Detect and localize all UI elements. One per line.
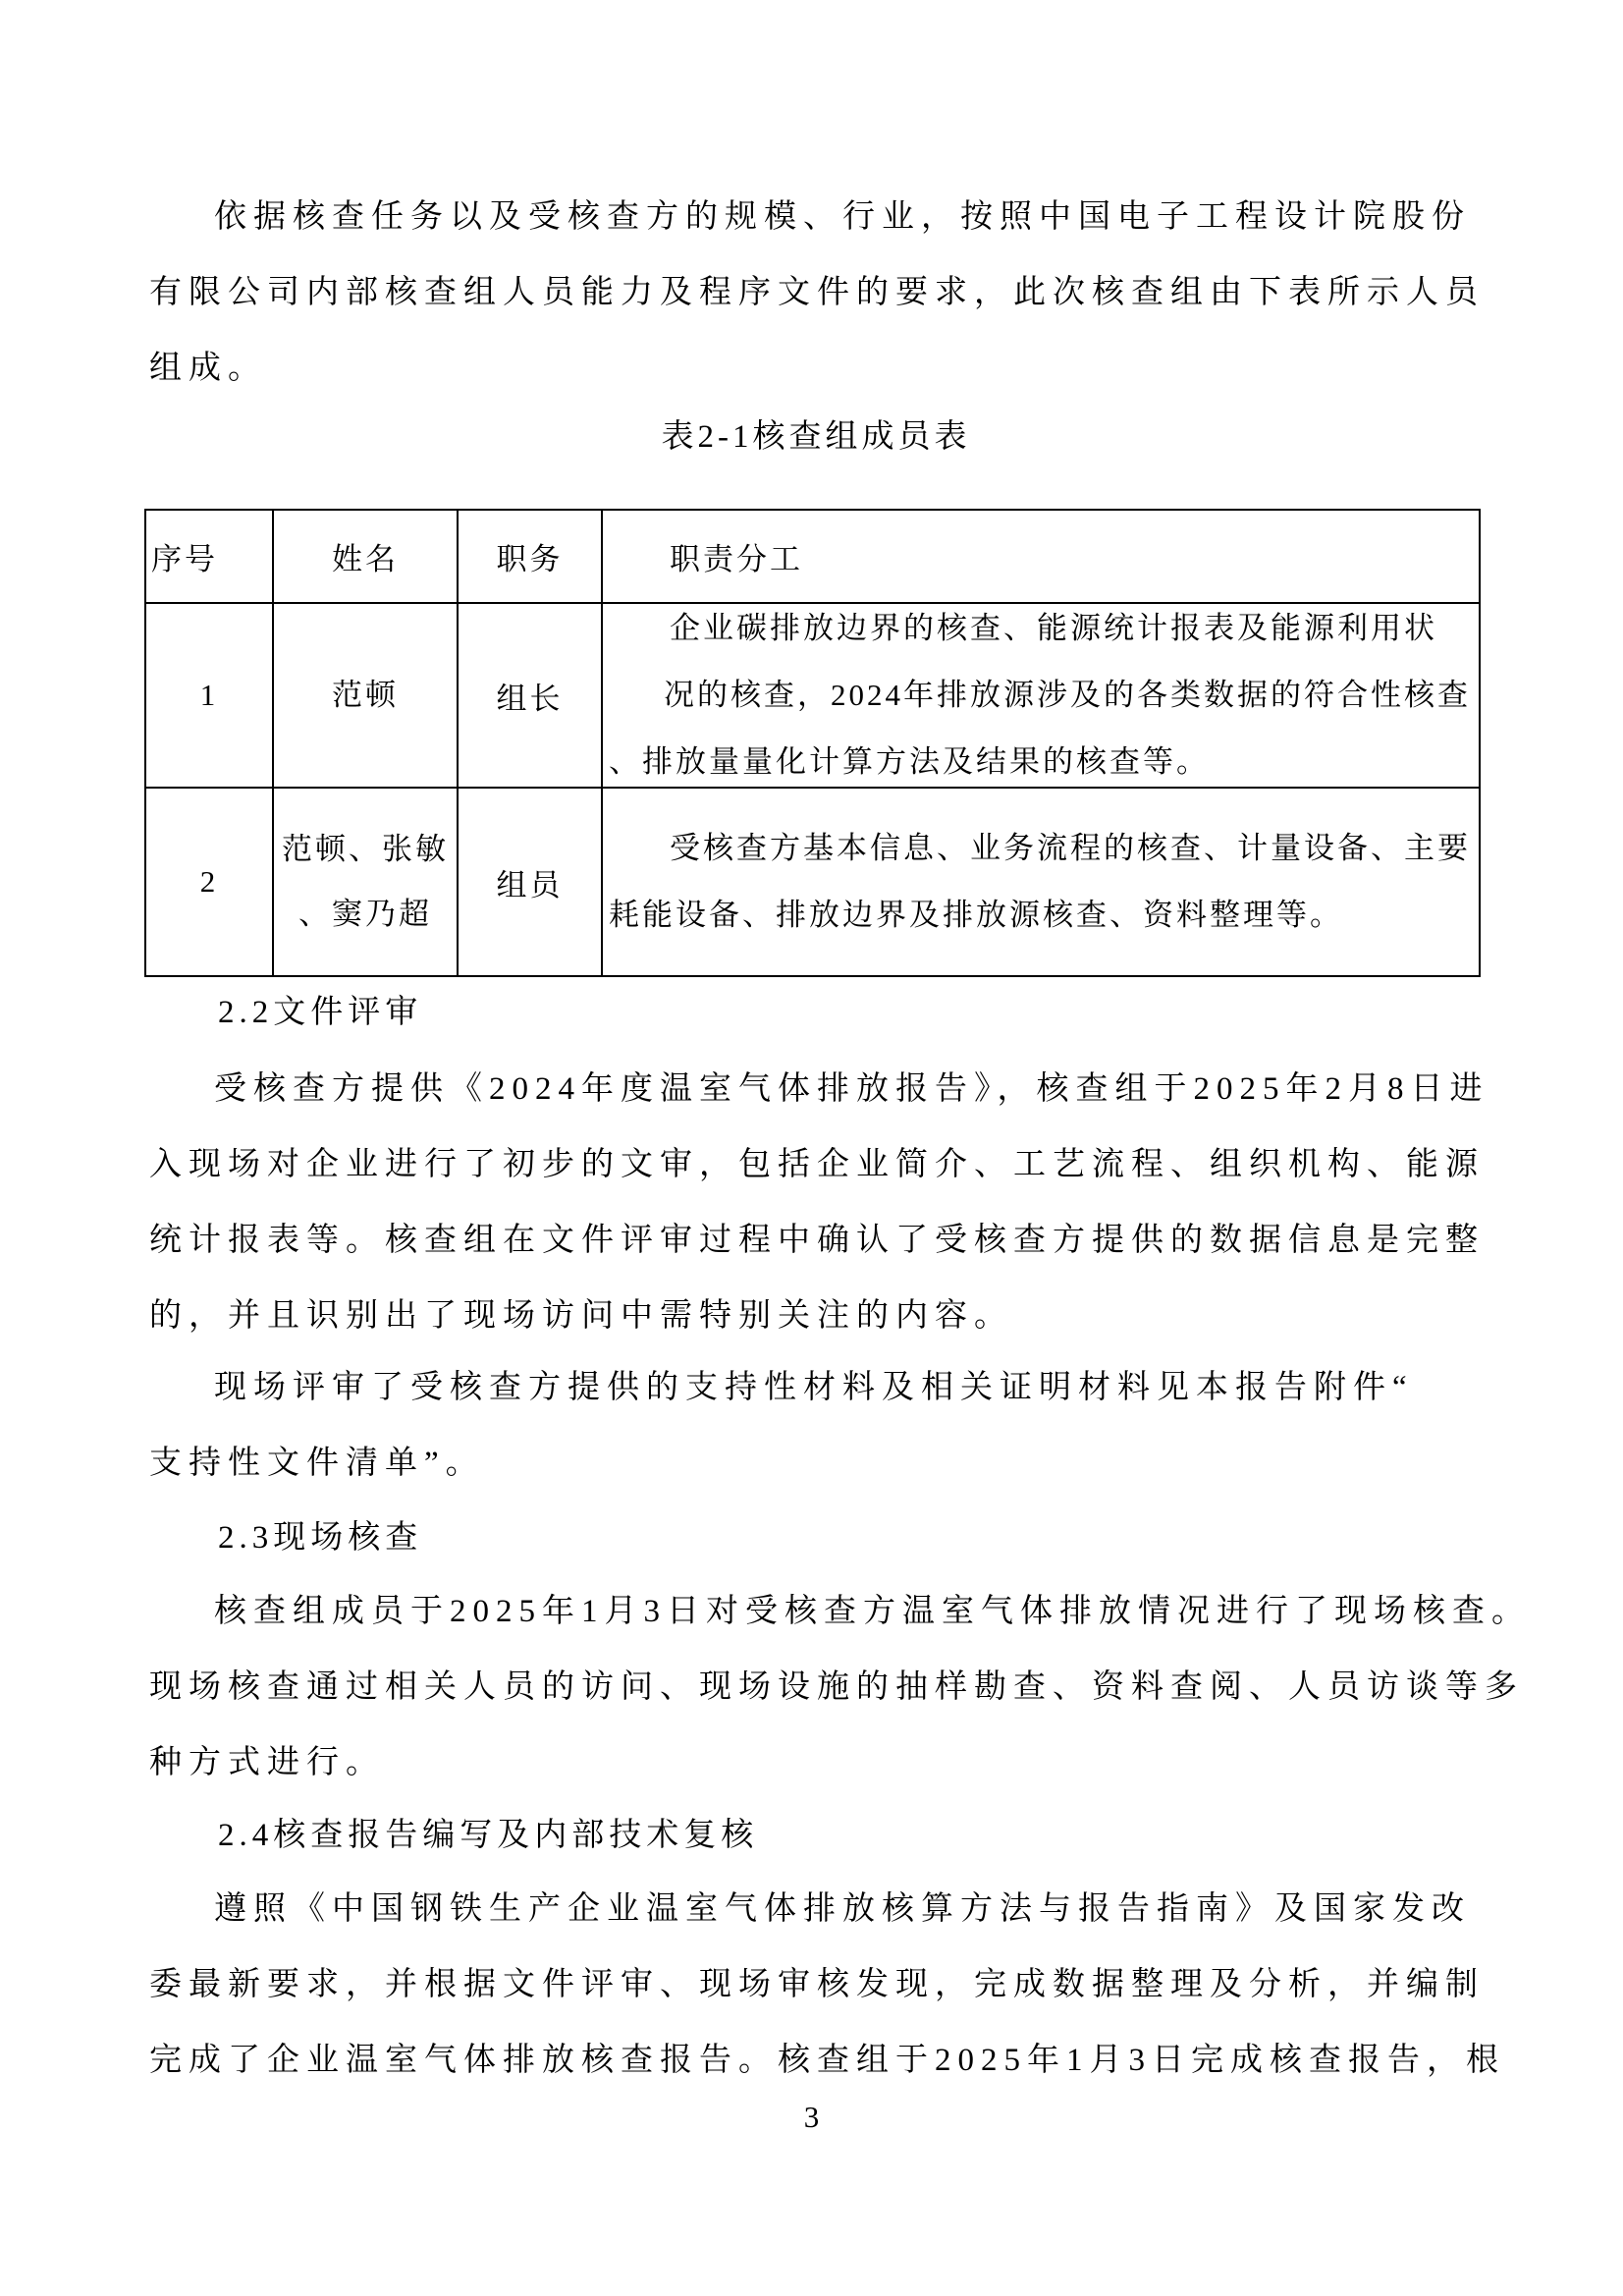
table-row-2-no: 2: [146, 789, 274, 975]
section-2-2-paragraph-2: 现场评审了受核查方提供的支持性材料及相关证明材料见本报告附件“ 支持性文件清单”。: [149, 1370, 1414, 1481]
page-number: 3: [803, 2100, 820, 2134]
section-heading-2-2: [149, 975, 1483, 1051]
table-row-1-no: 1: [146, 604, 274, 789]
table-header-role: 职务: [459, 511, 603, 604]
section-heading-2-3: [149, 1501, 1483, 1576]
section-2-4-paragraph: 遵照《中国钢铁生产企业温室气体排放核算方法与报告指南》及国家发改 委最新要求，并根据文件评审、现场审核发现，完成数据整理及分析，并编制 完成了企业温室气体排放核查报告。核查组于2025年1月3日完成核查报告，根: [149, 1891, 1505, 2078]
section-2-2-paragraph-1: 受核查方提供《2024年度温室气体排放报告》，核查组于2025年2月8日进 入现场对企业进行了初步的文审，包括企业简介、工艺流程、组织机构、能源 统计报表等。核查组在文件评审过程中确认了受核查方提供的数据信息是完整 的，并且识别出了现场访问中需特别关注的内容。: [149, 1071, 1489, 1334]
table-row-2-name: 范顿、张敏 、窦乃超: [274, 789, 459, 975]
table-row-1-name: 范顿: [274, 604, 459, 789]
table-header-no: 序号: [146, 511, 274, 604]
table-header-name: 姓名: [274, 511, 459, 604]
table-row-2-role: 组员: [459, 789, 603, 975]
section-heading-2-2-text: 2.2文件评审: [218, 995, 423, 1030]
intro-paragraph: 依据核查任务以及受核查方的规模、行业，按照中国电子工程设计院股份 有限公司内部核查组人员能力及程序文件的要求，此次核查组由下表所示人员 组成。: [149, 199, 1485, 386]
section-heading-2-3-text: 2.3现场核查: [218, 1520, 423, 1556]
table-header-duty: 职责分工: [603, 511, 1479, 604]
section-heading-2-4: [149, 1798, 1483, 1874]
table-row-1-duty: 企业碳排放边界的核查、能源统计报表及能源利用状 况的核查，2024年排放源涉及的各类数据的符合性核查 、排放量量化计算方法及结果的核查等。: [603, 604, 1479, 789]
table-row-2-duty: 受核查方基本信息、业务流程的核查、计量设备、主要 耗能设备、排放边界及排放源核查、资料整理等。: [609, 831, 1471, 932]
table-title: 表2-1核查组成员表: [661, 419, 971, 455]
section-2-3-paragraph: 核查组成员于2025年1月3日对受核查方温室气体排放情况进行了现场核查。 现场核查通过相关人员的访问、现场设施的抽样勘查、资料查阅、人员访谈等多 种方式进行。: [149, 1594, 1531, 1780]
team-table: [144, 509, 1481, 977]
section-heading-2-4-text: 2.4核查报告编写及内部技术复核: [218, 1818, 759, 1853]
table-row-1-role: 组长: [459, 604, 603, 789]
